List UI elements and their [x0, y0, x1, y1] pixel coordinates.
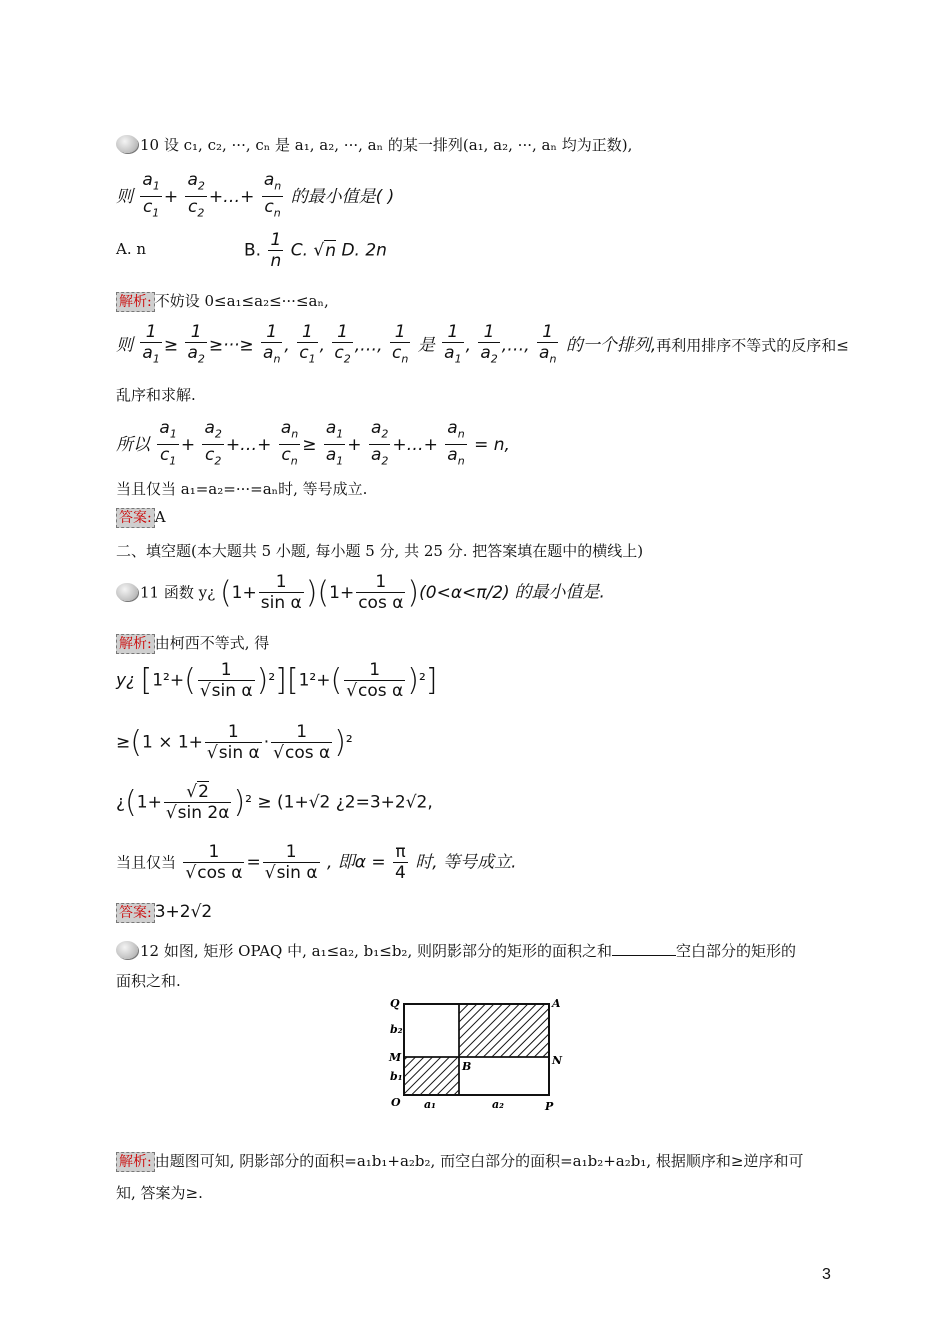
q10-answer: 答案: A — [116, 508, 166, 528]
bullet-icon — [116, 941, 138, 959]
q10-options-bcd: B. $\frac{1}{n}$ C. √n D. 2n — [244, 230, 387, 271]
page-number: 3 — [822, 1266, 831, 1283]
label-O: O — [391, 1096, 401, 1109]
q11-answer: 答案: 3+2√2 — [116, 902, 212, 923]
label-B: B — [462, 1060, 472, 1073]
q12-stem-2: 面积之和. — [116, 972, 181, 990]
bullet-icon — [116, 135, 138, 153]
label-Q: Q — [390, 997, 400, 1010]
q10-expression: 则 $\frac{a_1}{c_1}$ + $\frac{a_2}{c_2}$ +…+ $\frac{a_n}{c_n}$ 的最小值是( ) — [116, 170, 395, 220]
q11-step-1: y¿ [1²+( $\frac{1}{\text{√sin α}}$ )²][1²+( $\frac{1}{\text{√cos α}}$ )²] — [116, 660, 438, 701]
bullet-icon — [116, 583, 138, 601]
shaded-rect-bottom — [404, 1057, 459, 1095]
label-b1: b₁ — [390, 1070, 403, 1083]
q10-stem: 10 设 c₁, c₂, ···, cₙ 是 a₁, a₂, ···, aₙ 的某一排列(a₁, a₂, ···, aₙ 均为正数), — [116, 134, 632, 155]
q10-jiexi-4: 所以 $\frac{a_1}{c_1}$ + $\frac{a_2}{c_2}$ +…+ $\frac{a_n}{c_n}$ ≥ $\frac{a_1}{a_1}$ + $\frac{a_2}{a_2}$ +…+ $\frac{a_n}{a_n}$ = n, — [116, 418, 510, 468]
q11-stem: 11 函数 y¿ (1+ $\frac{1}{\text{sin α}}$ )(1+ $\frac{1}{\text{cos α}}$ )(0<α<π/2) 的最小值是. — [116, 572, 605, 613]
rectangle-figure — [380, 990, 580, 1115]
q11-step-2: ≥(1 × 1+ $\frac{1}{\text{√sin α}}$ · $\frac{1}{\text{√cos α}}$ )² — [116, 722, 353, 763]
q12-jiexi-1: 解析: 由题图可知, 阴影部分的面积=a₁b₁+a₂b₂, 而空白部分的面积=a₁b₂+a₂b₁, 根据顺序和≥逆序和可 — [116, 1150, 803, 1172]
label-b2: b₂ — [390, 1023, 403, 1036]
q10-option-a: A. n — [116, 240, 147, 258]
q11-jiexi-1: 解析: 由柯西不等式, 得 — [116, 632, 269, 654]
q12-jiexi-2: 知, 答案为≥. — [116, 1184, 203, 1202]
q10-jiexi-2: 则 $\frac{1}{a_1}$ ≥ $\frac{1}{a_2}$ ≥···≥ $\frac{1}{a_n}$ , $\frac{1}{c_1}$ , $\frac{1}{c_2}$ ,…, $\frac{1}{c_n}$ 是 $\frac{1}{a_1}$ , $\frac{1}{a_2}$ ,…, $\frac{1}{a_n}$ 的一个排列,再利用排序不等式的反序和≤ — [116, 322, 849, 366]
label-a2: a₂ — [492, 1098, 504, 1111]
label-M: M — [389, 1051, 402, 1064]
q11-step-4: 当且仅当 $\frac{1}{\text{√cos α}}$ = $\frac{1}{\text{√sin α}}$ , 即α = $\frac{\pi}{4}$ 时, 等号成立. — [116, 842, 517, 883]
label-A: A — [552, 997, 561, 1010]
q10-jiexi-1: 解析: 不妨设 0≤a₁≤a₂≤···≤aₙ, — [116, 290, 329, 312]
label-N: N — [552, 1054, 563, 1067]
shaded-rect-top — [459, 1004, 549, 1057]
q10-jiexi-3: 乱序和求解. — [116, 386, 196, 404]
label-P: P — [545, 1100, 554, 1113]
section-title: 二、填空题(本大题共 5 小题, 每小题 5 分, 共 25 分. 把答案填在题中的横线上) — [116, 542, 644, 560]
label-a1: a₁ — [424, 1098, 436, 1111]
q12-stem: 12 如图, 矩形 OPAQ 中, a₁≤a₂, b₁≤b₂, 则阴影部分的矩形的面积之和 空白部分的矩形的 — [116, 940, 796, 961]
answer-blank[interactable] — [612, 941, 676, 956]
q11-step-3: ¿(1+ $\frac{√2}{√\sin 2\alpha}$ )² ≥ (1+√2 ¿2=3+2√2, — [116, 782, 433, 823]
q10-jiexi-5: 当且仅当 a₁=a₂=···=aₙ时, 等号成立. — [116, 480, 368, 498]
